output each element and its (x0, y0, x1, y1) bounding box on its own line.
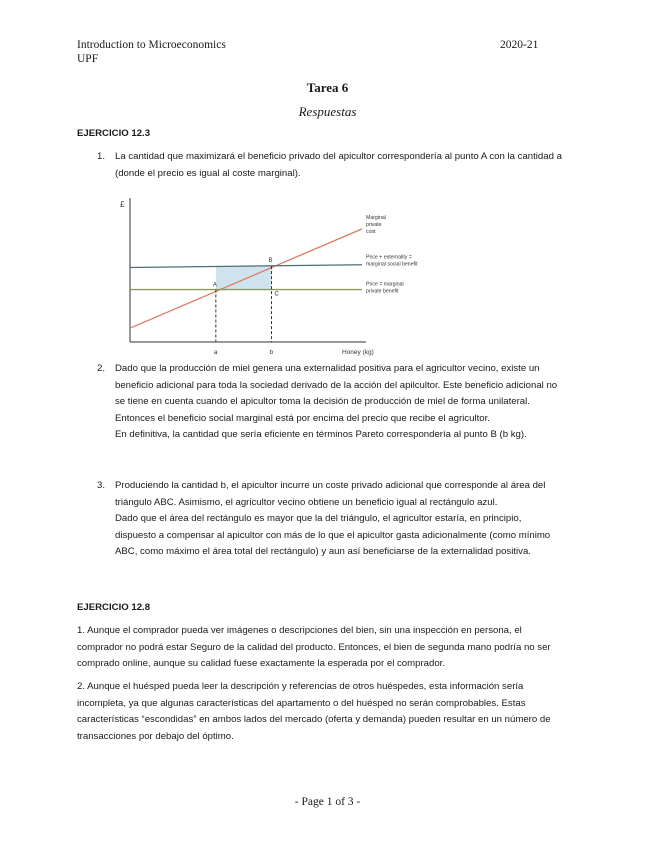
header-year: 2020-21 (500, 39, 539, 51)
list-item-text-continued: Dado que el área del rectángulo es mayor que la del triángulo, el agricultor estaría, en principio, dispuesto a compensar al apicultor con más de lo que el apicultor gasta adicionalmente (como mínimo ABC, como máximo el área total del rectángulo) y aun así beneficiarse de la externalidad positiva. (115, 513, 551, 558)
page-title: Tarea 6 (306, 80, 349, 95)
list-item-3 (97, 478, 562, 561)
page-footer: - Page 1 of 3 - (294, 796, 361, 808)
point-label-a: A (212, 282, 217, 289)
header-course: Introduction to Microeconomics (77, 39, 226, 51)
series-label-mpc-line2: private (366, 221, 382, 228)
series-label-msb-line1: Price + externality = (366, 254, 412, 261)
header-institution: UPF (77, 53, 99, 65)
y-axis-label: £ (120, 200, 125, 209)
point-label-b: B (268, 258, 273, 265)
benefit-rectangle (216, 266, 272, 289)
series-label-mpb-line1: Price = marginal (366, 281, 404, 288)
x-axis-label: Honey (kg) (342, 349, 374, 356)
list-item-text: Produciendo la cantidad b, el apicultor incurre un coste privado adicional que corresponde al área del triángulo ABC. Asimismo, el agricultor vecino obtiene un beneficio igual al rectángulo azul. (115, 480, 546, 508)
list-item-text: La cantidad que maximizará el beneficio privado del apicultor correspondería al punto A con la cantidad a (donde el precio es igual al coste marginal). (115, 151, 562, 179)
list-item-number: 2. (97, 363, 106, 374)
section-heading-12-3: EJERCICIO 12.3 (77, 128, 151, 139)
x-tick-a: a (213, 349, 218, 356)
series-label-mpb-line2: private benefit (366, 288, 399, 295)
paragraph-1: 1. Aunque el comprador pueda ver imágenes o descripciones del bien, sin una inspección en persona, el comprador no podrá estar Seguro de la calidad del producto. Entonces, el bien de segunda mano podría no ser comprado online, aunque su calidad fuese exactamente la esperada por el comprador. (77, 625, 551, 670)
series-label-mpc-line3: cost (366, 228, 376, 235)
list-item-number: 1. (97, 151, 106, 162)
marginal-private-cost-line (130, 229, 362, 328)
x-tick-b: b (269, 349, 274, 356)
list-item-2 (97, 361, 562, 444)
point-label-c: C (274, 291, 279, 298)
series-label-mpc-line1: Marginal (366, 214, 386, 221)
section-heading-12-8: EJERCICIO 12.8 (77, 602, 151, 613)
page-subtitle: Respuestas (298, 104, 357, 119)
series-label-msb-line2: marginal social benefit (366, 261, 418, 268)
externality-chart (112, 192, 472, 360)
list-item-text: Dado que la producción de miel genera una externalidad positiva para el agricultor vecino, existe un beneficio adicional para toda la sociedad derivado de la acción del apilcultor. Este beneficio adicional no se tiene en cuenta cuando el apicultor toma la decisión de producción de miel de forma unilateral. Entonces el beneficio social marginal está por encima del precio que recibe el agricultor. (115, 363, 558, 424)
list-item-1 (97, 149, 562, 182)
list-item-text-continued: En definitiva, la cantidad que sería eficiente en términos Pareto correspondería al punto B (b kg). (115, 429, 527, 441)
list-item-number: 3. (97, 480, 106, 491)
paragraph-2: 2. Aunque el huésped pueda leer la descripción y referencias de otros huéspedes, esta información sería incompleta, ya que algunas características del apartamento o del huésped no serán comprobables. Estas características “escondidas” en ambos lados del mercado (oferta y demanda) pueden resultar en un número de transacciones por debajo del óptimo. (77, 681, 551, 742)
